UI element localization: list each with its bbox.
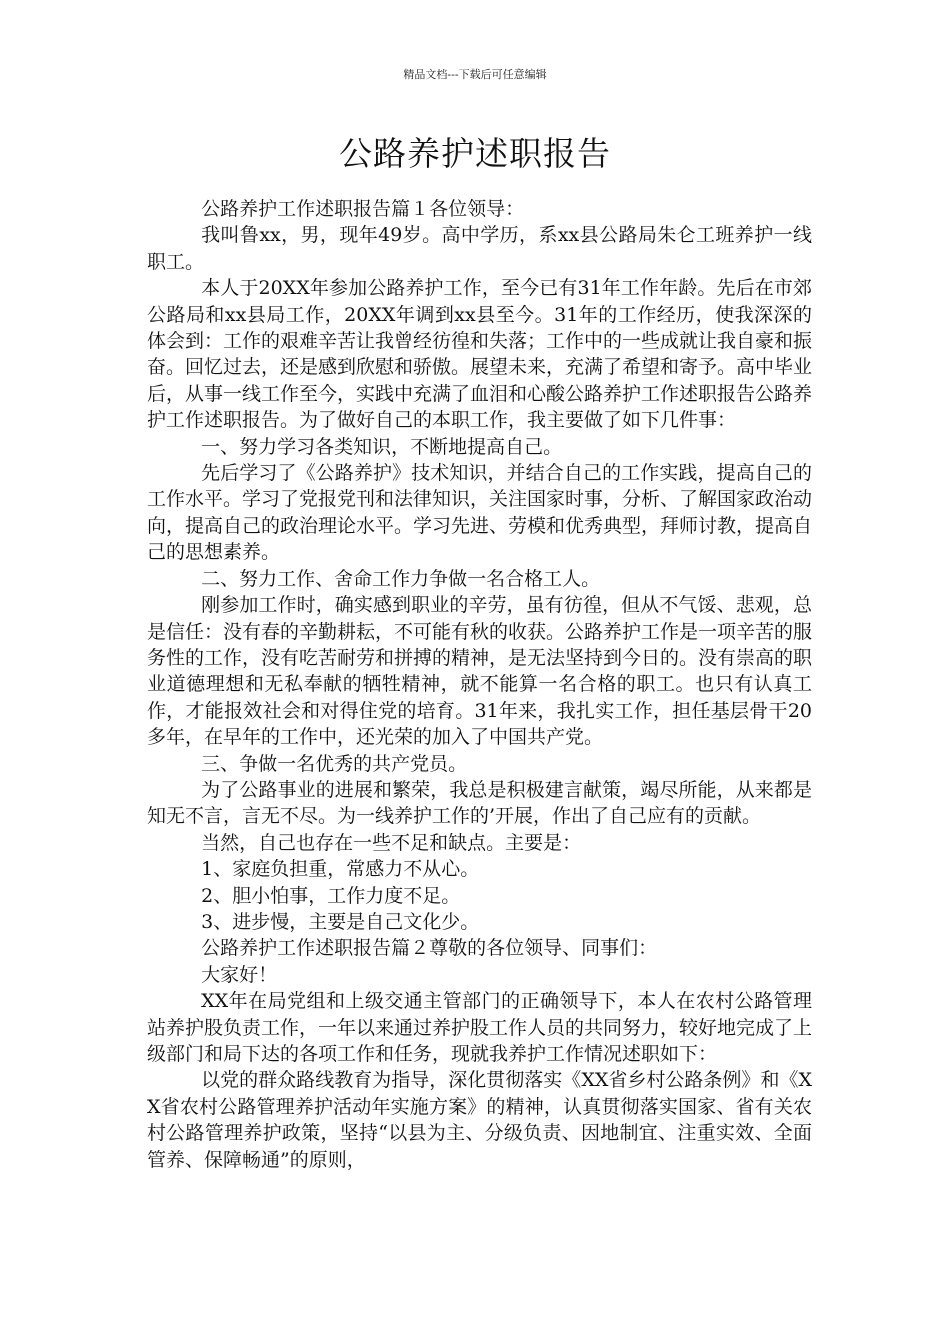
section-heading: 二、努力工作、舍命工作力争做一名合格工人。: [201, 567, 601, 590]
paragraph: 大家好！: [201, 963, 278, 986]
list-item: 3、进步慢，主要是自己文化少。: [201, 910, 480, 933]
paragraph: 当然，自己也存在一些不足和缺点。主要是：: [201, 831, 582, 854]
document-title: 公路养护述职报告: [339, 134, 611, 173]
paragraph: 我叫鲁xx，男，现年49岁。高中学历，系xx县公路局朱仑工班养护一线职工。: [147, 224, 812, 273]
paragraph: 为了公路事业的进展和繁荣，我总是积极建言献策，竭尽所能，从来都是知无不言，言无不尽。为一线养护工作的’开展，作出了自己应有的贡献。: [147, 778, 812, 828]
section-heading: 三、争做一名优秀的共产党员。: [201, 752, 468, 775]
paragraph: 本人于20XX年参加公路养护工作，至今已有31年工作年龄。先后在市郊公路局和xx县局工作，20XX年调到xx县至今。31年的工作经历，使我深深的体会到：工作的艰难辛苦让我曾经彷徨和失落；工作中的一些成就让我自豪和振奋。回忆过去，还是感到欣慰和骄傲。展望未来，充满了希望和寄予。高中毕业后，从事一线工作至今，实践中充满了血泪和心酸公路养护工作述职报告公路养护工作述职报告。为了做好自己的本职工作，我主要做了如下几件事：: [147, 277, 813, 432]
section-heading: 一、努力学习各类知识，不断地提高自己。: [201, 435, 563, 458]
paragraph: 先后学习了《公路养护》技术知识，并结合自己的工作实践，提高自己的工作水平。学习了党报党刊和法律知识，关注国家时事，分析、了解国家政治动向，提高自己的政治理论水平。学习先进、劳模和优秀典型，拜师讨教，提高自己的思想素养。: [147, 462, 813, 564]
paragraph: 公路养护工作述职报告篇１各位领导：: [201, 198, 525, 220]
page-header-note: 精品文档---下载后可任意编辑: [403, 68, 547, 81]
paragraph: 以党的群众路线教育为指导，深化贯彻落实《XX省乡村公路条例》和《XX省农村公路管理养护活动年实施方案》的精神，认真贯彻落实国家、省有关农村公路管理养护政策，坚持“以县为主、分级负责、因地制宜、注重实效、全面管养、保障畅通”的原则，: [147, 1069, 812, 1171]
list-item: 1、家庭负担重，常感力不从心。: [201, 858, 480, 881]
list-item: 2、胆小怕事，工作力度不足。: [201, 884, 461, 907]
paragraph: 公路养护工作述职报告篇２尊敬的各位领导、同事们：: [201, 937, 658, 960]
document-body: [147, 196, 812, 1173]
paragraph: 刚参加工作时，确实感到职业的辛劳，虽有彷徨，但从不气馁、悲观，总是信任：没有春的辛勤耕耘，不可能有秋的收获。公路养护工作是一项辛苦的服务性的工作，没有吃苦耐劳和拼搏的精神，是无法坚持到今日的。没有崇高的职业道德理想和无私奉献的牺牲精神，就不能算一名合格的职工。也只有认真工作，才能报效社会和对得住党的培育。31年来，我扎实工作，担任基层骨干20多年，在早年的工作中，还光荣的加入了中国共产党。: [147, 594, 813, 749]
paragraph: XX年在局党组和上级交通主管部门的正确领导下，本人在农村公路管理站养护股负责工作，一年以来通过养护股工作人员的共同努力，较好地完成了上级部门和局下达的各项工作和任务，现就我养护工作情况述职如下：: [147, 990, 813, 1065]
